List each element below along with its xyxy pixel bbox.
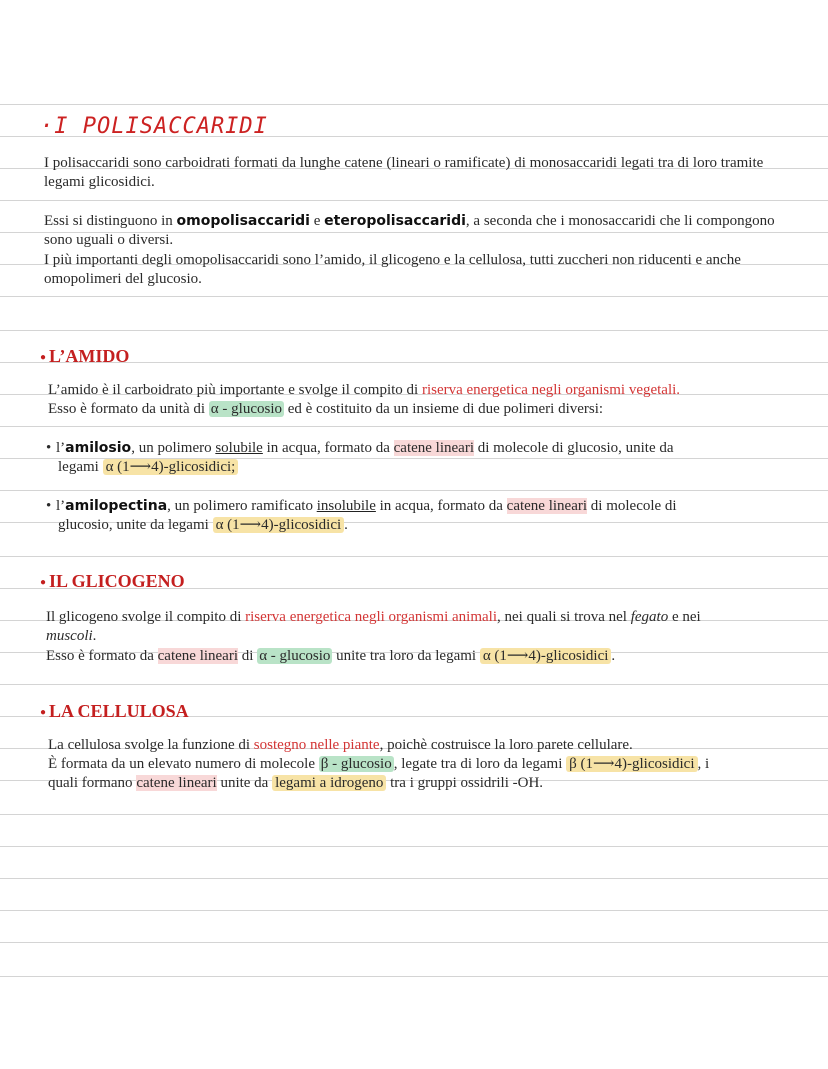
bullet-amilopectina: • l’amilopectina, un polimero ramificato insolubile in acqua, formato da catene lineari di molecole di <box>46 498 677 514</box>
term-omopolisaccaridi: omopolisaccaridi <box>176 213 310 229</box>
bullet-amilopectina-cont: glucosio, unite da legami α (1⟶4)-glicosidici . <box>58 517 348 533</box>
highlight-legami-idrogeno: legami a idrogeno <box>272 775 386 791</box>
highlight-alpha-glucosio: α - glucosio <box>210 401 282 417</box>
highlight-alpha-bond: α (1⟶4)-glicosidici <box>213 517 345 533</box>
term-eteropolisaccaridi: eteropolisaccaridi <box>324 213 466 229</box>
bullet-amilosio-cont: legami α (1⟶4)-glicosidici; <box>58 458 798 477</box>
section-title-glicogeno: ● IL GLICOGENO <box>40 571 185 591</box>
glicogeno-line-1: Il glicogeno svolge il compito di riserva energetica negli organismi animali, nei quali si trova nel fegato e nei <box>46 609 701 625</box>
intro-paragraph-3: I più importanti degli omopolisaccaridi sono l’amido, il glicogeno e la cellulosa, tutti zuccheri non riducenti e anche omopolimeri del glucosio. <box>44 252 741 287</box>
cellulosa-line-3: quali formano catene lineari unite da legami a idrogeno tra i gruppi ossidrili -OH. <box>48 775 544 791</box>
section-title-amido: ● L’AMIDO <box>40 346 130 366</box>
glicogeno-line-2: muscoli. <box>46 628 97 644</box>
intro-paragraph-2: Essi si distinguono in omopolisaccaridi e eteropolisaccaridi, a seconda che i monosaccaridi che li compongono sono uguali o diversi. <box>44 213 775 248</box>
page-title: ·I POLISACCARIDI <box>40 114 268 139</box>
glicogeno-line-3: Esso è formato da catene lineari di α - glucosio unite tra loro da legami α (1⟶4)-glicosidici . <box>46 648 616 664</box>
cellulosa-line-2: È formata da un elevato numero di molecole β - glucosio , legate tra di loro da legami β (1⟶4)-glicosidici , i <box>48 756 710 772</box>
bullet-amilosio: • l’amilosio, un polimero solubile in acqua, formato da catene lineari di molecole di glucosio, unite da <box>46 440 674 456</box>
highlight-alpha-bond: α (1⟶4)-glicosidici; <box>103 459 239 475</box>
highlight-beta-bond: β (1⟶4)-glicosidici <box>566 756 697 772</box>
section-title-cellulosa: ● LA CELLULOSA <box>40 701 189 721</box>
cellulosa-line-1: La cellulosa svolge la funzione di sostegno nelle piante, poichè costruisce la loro parete cellulare. <box>48 737 633 753</box>
amido-line-2: Esso è formato da unità di α - glucosio ed è costituito da un insieme di due polimeri diversi: <box>48 401 604 417</box>
highlight-alpha-bond: α (1⟶4)-glicosidici <box>480 648 612 664</box>
highlight-alpha-glucosio: α - glucosio <box>259 648 331 664</box>
intro-paragraph-1: I polisaccaridi sono carboidrati formati da lunghe catene (lineari o ramificate) di monosaccaridi legati tra di loro tramite legami glicosidici. <box>44 155 764 190</box>
amido-line-1: L’amido è il carboidrato più importante e svolge il compito di riserva energetica negli organismi vegetali. <box>48 382 681 398</box>
highlight-beta-glucosio: β - glucosio <box>320 756 392 772</box>
